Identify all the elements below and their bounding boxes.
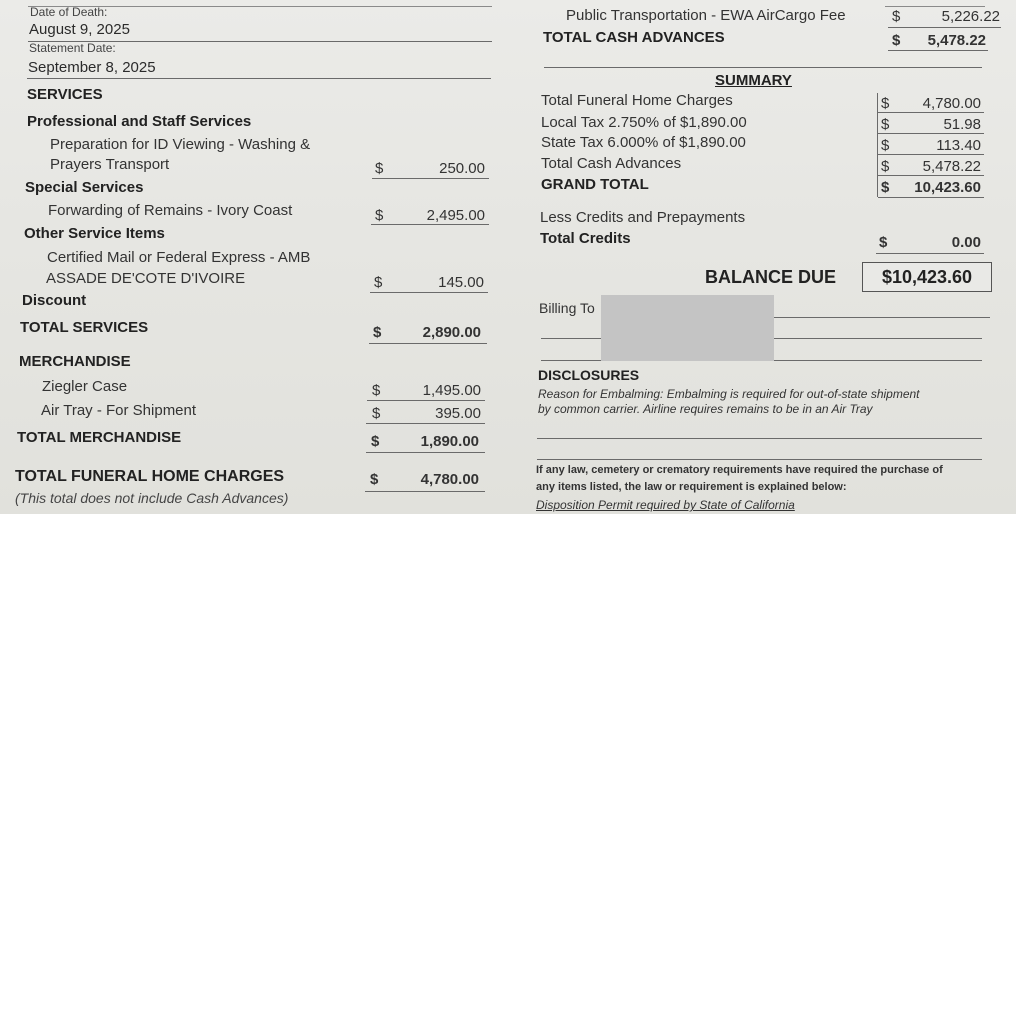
total-cash-advances-label: TOTAL CASH ADVANCES bbox=[543, 29, 725, 46]
currency-symbol: $ bbox=[881, 95, 890, 112]
balance-due-label: BALANCE DUE bbox=[705, 267, 837, 287]
forwarding-item: Forwarding of Remains - Ivory Coast bbox=[48, 202, 293, 219]
credits-intro: Less Credits and Prepayments bbox=[540, 209, 746, 226]
divider bbox=[878, 154, 984, 155]
total-services-label: TOTAL SERVICES bbox=[20, 319, 149, 336]
discount-label: Discount bbox=[22, 292, 87, 309]
summary-funeral-amount: 4,780.00 bbox=[922, 95, 981, 112]
currency-symbol: $ bbox=[370, 471, 379, 488]
state-tax-label: State Tax 6.000% of $1,890.00 bbox=[541, 134, 746, 151]
funeral-total-note: (This total does not include Cash Advances) bbox=[15, 490, 289, 506]
billing-to-label: Billing To bbox=[539, 300, 595, 316]
currency-symbol: $ bbox=[881, 179, 890, 196]
total-funeral-home-charges-label: TOTAL FUNERAL HOME CHARGES bbox=[15, 468, 285, 485]
preparation-amount: 250.00 bbox=[439, 160, 485, 177]
currency-symbol: $ bbox=[373, 324, 382, 341]
state-tax-amount: 113.40 bbox=[936, 137, 981, 154]
professional-services-heading: Professional and Staff Services bbox=[27, 113, 252, 130]
services-heading: SERVICES bbox=[27, 86, 103, 103]
ziegler-case-item: Ziegler Case bbox=[42, 378, 128, 395]
currency-symbol: $ bbox=[372, 405, 381, 422]
ziegler-case-amount: 1,495.00 bbox=[422, 382, 481, 399]
public-transportation-item: Public Transportation - EWA AirCargo Fee bbox=[566, 7, 846, 24]
local-tax-label: Local Tax 2.750% of $1,890.00 bbox=[541, 114, 747, 131]
currency-symbol: $ bbox=[881, 158, 890, 175]
divider bbox=[366, 452, 485, 453]
currency-symbol: $ bbox=[892, 32, 901, 49]
total-funeral-home-charges-amount: 4,780.00 bbox=[420, 471, 479, 488]
currency-symbol: $ bbox=[881, 137, 890, 154]
currency-symbol: $ bbox=[375, 207, 384, 224]
total-credits-amount: 0.00 bbox=[951, 234, 981, 251]
disclosure-embalming-line1: Reason for Embalming: Embalming is required for out-of-state shipment bbox=[538, 387, 920, 401]
certified-mail-amount: 145.00 bbox=[438, 274, 484, 291]
grand-total-label: GRAND TOTAL bbox=[541, 176, 649, 193]
merchandise-heading: MERCHANDISE bbox=[19, 353, 131, 370]
preparation-item-line2: Prayers Transport bbox=[50, 156, 170, 173]
summary-heading: SUMMARY bbox=[715, 72, 792, 89]
public-transportation-amount: 5,226.22 bbox=[941, 8, 1000, 25]
divider bbox=[365, 491, 485, 492]
divider bbox=[27, 78, 491, 79]
divider bbox=[876, 253, 984, 254]
currency-symbol: $ bbox=[372, 382, 381, 399]
certified-mail-item-line2: ASSADE DE'COTE D'IVOIRE bbox=[46, 270, 246, 287]
forwarding-amount: 2,495.00 bbox=[426, 207, 485, 224]
date-of-death-label: Date of Death: bbox=[30, 5, 108, 19]
total-merchandise-amount: 1,890.00 bbox=[420, 433, 479, 450]
divider bbox=[878, 175, 984, 176]
summary-cash-advances-label: Total Cash Advances bbox=[541, 155, 682, 172]
preparation-item-line1: Preparation for ID Viewing - Washing & bbox=[50, 136, 311, 153]
local-tax-amount: 51.98 bbox=[943, 116, 981, 133]
currency-symbol: $ bbox=[879, 234, 888, 251]
divider bbox=[878, 112, 984, 113]
summary-cash-advances-amount: 5,478.22 bbox=[922, 158, 981, 175]
date-of-death-value: August 9, 2025 bbox=[29, 21, 130, 38]
law-requirement-line1: If any law, cemetery or crematory requirements have required the purchase of bbox=[536, 464, 943, 476]
balance-due-amount: $10,423.60 bbox=[862, 262, 992, 292]
special-services-heading: Special Services bbox=[25, 179, 144, 196]
divider bbox=[537, 438, 982, 439]
divider bbox=[885, 6, 985, 7]
currency-symbol: $ bbox=[375, 160, 384, 177]
divider bbox=[537, 459, 982, 460]
statement-date-value: September 8, 2025 bbox=[28, 59, 156, 76]
total-cash-advances-amount: 5,478.22 bbox=[927, 32, 986, 49]
grand-total-amount: 10,423.60 bbox=[914, 179, 981, 196]
divider bbox=[367, 400, 485, 401]
divider bbox=[878, 133, 984, 134]
currency-symbol: $ bbox=[881, 116, 890, 133]
divider bbox=[877, 93, 878, 197]
other-service-items-heading: Other Service Items bbox=[24, 225, 165, 242]
summary-funeral-label: Total Funeral Home Charges bbox=[541, 92, 733, 109]
disclosure-embalming-line2: by common carrier. Airline requires remains to be in an Air Tray bbox=[538, 402, 873, 416]
divider bbox=[369, 343, 487, 344]
disposition-permit-note: Disposition Permit required by State of California bbox=[536, 498, 795, 512]
total-credits-label: Total Credits bbox=[540, 230, 631, 247]
divider bbox=[370, 292, 488, 293]
redaction-box bbox=[601, 295, 774, 361]
total-services-amount: 2,890.00 bbox=[422, 324, 481, 341]
divider bbox=[372, 178, 489, 179]
divider bbox=[544, 67, 982, 68]
divider bbox=[366, 423, 485, 424]
air-tray-item: Air Tray - For Shipment bbox=[41, 402, 197, 419]
certified-mail-item-line1: Certified Mail or Federal Express - AMB bbox=[47, 249, 311, 266]
statement-date-label: Statement Date: bbox=[29, 41, 116, 55]
air-tray-amount: 395.00 bbox=[435, 405, 481, 422]
currency-symbol: $ bbox=[374, 274, 383, 291]
law-requirement-line2: any items listed, the law or requirement is explained below: bbox=[536, 481, 847, 493]
divider bbox=[888, 50, 988, 51]
currency-symbol: $ bbox=[892, 8, 901, 25]
disclosures-heading: DISCLOSURES bbox=[538, 367, 640, 383]
currency-symbol: $ bbox=[371, 433, 380, 450]
divider bbox=[878, 197, 984, 198]
divider bbox=[371, 224, 489, 225]
divider bbox=[888, 27, 1001, 28]
total-merchandise-label: TOTAL MERCHANDISE bbox=[17, 429, 182, 446]
